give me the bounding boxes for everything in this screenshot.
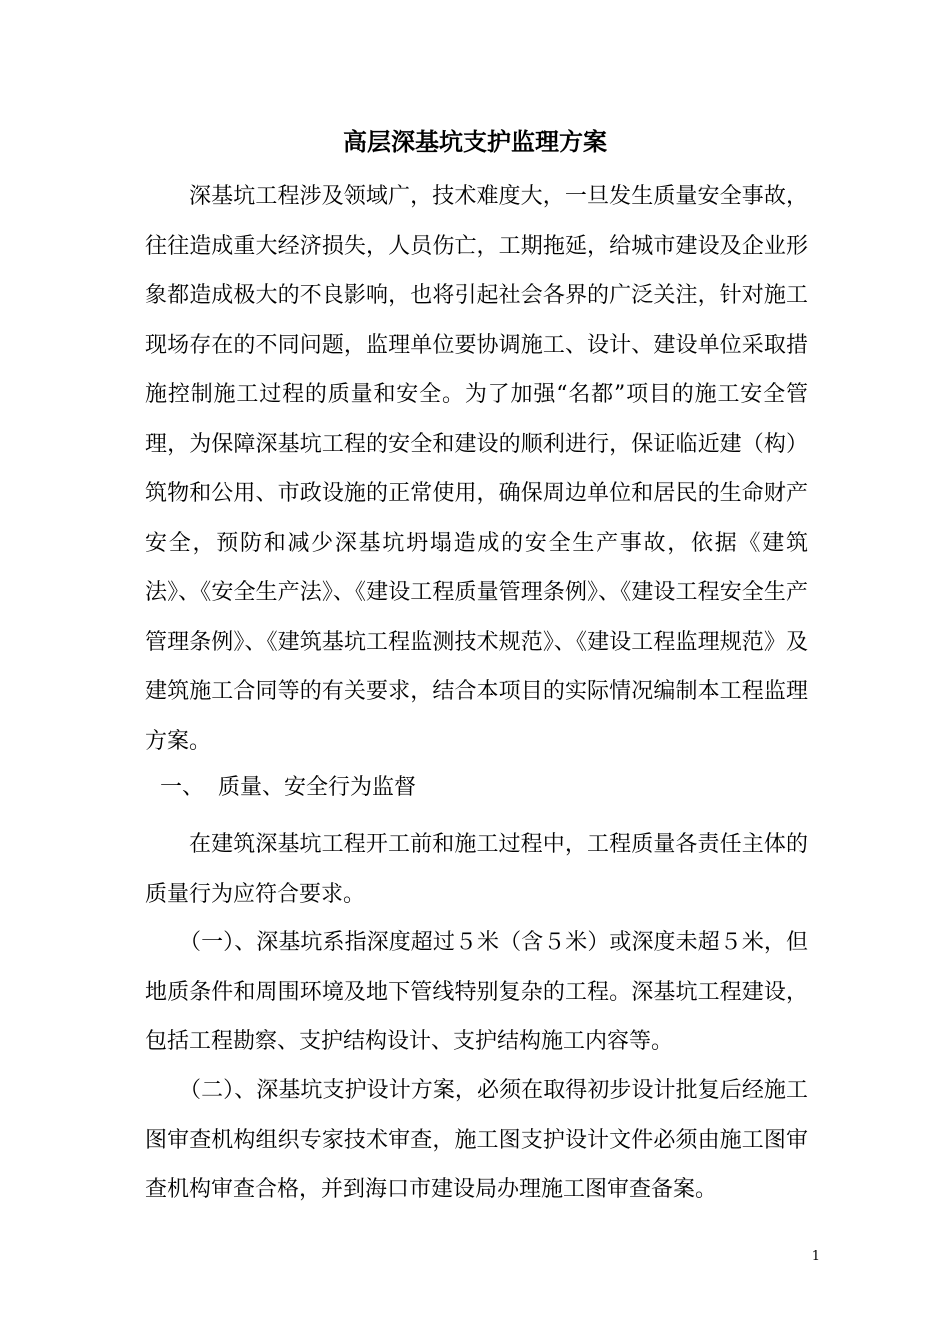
document-title: 高层深基坑支护监理方案 — [343, 127, 607, 156]
list-item-2: （二）、深基坑支护设计方案，必须在取得初步设计批复后经施工图审查机构组织专家技术审查，施工图支护设计文件必须由施工图审查机构审查合格，并到海口市建设局办理施工图审查备案。 — [145, 1078, 808, 1202]
page-number: 1 — [811, 1249, 820, 1264]
section-paragraph: 在建筑深基坑工程开工前和施工过程中，工程质量各责任主体的质量行为应符合要求。 — [145, 832, 808, 907]
intro-paragraph: 深基坑工程涉及领域广，技术难度大，一旦发生质量安全事故，往往造成重大经济损失，人员伤亡，工期拖延，给城市建设及企业形象都造成极大的不良影响，也将引起社会各界的广泛关注，针对施工现场存在的不同问题，监理单位要协调施工、设计、建设单位采取措施控制施工过程的质量和安全。为了加强“名都”项目的施工安全管理，为保障深基坑工程的安全和建设的顺利进行，保证临近建（构）筑物和公用、市政设施的正常使用，确保周边单位和居民的生命财产安全，预防和减少深基坑坍塌造成的安全生产事故，依据《建筑法》、《安全生产法》、《建设工程质量管理条例》、《建设工程安全生产管理条例》、《建筑基坑工程监测技术规范》、《建设工程监理规范》及建筑施工合同等的有关要求，结合本项目的实际情况编制本工程监理方案。 — [145, 184, 808, 754]
list-item-1: （一）、深基坑系指深度超过５米（含５米）或深度未超５米，但地质条件和周围环境及地下管线特别复杂的工程。深基坑工程建设，包括工程勘察、支护结构设计、支护结构施工内容等。 — [145, 930, 808, 1054]
section-heading: 一、 质量、安全行为监督 — [160, 775, 416, 800]
